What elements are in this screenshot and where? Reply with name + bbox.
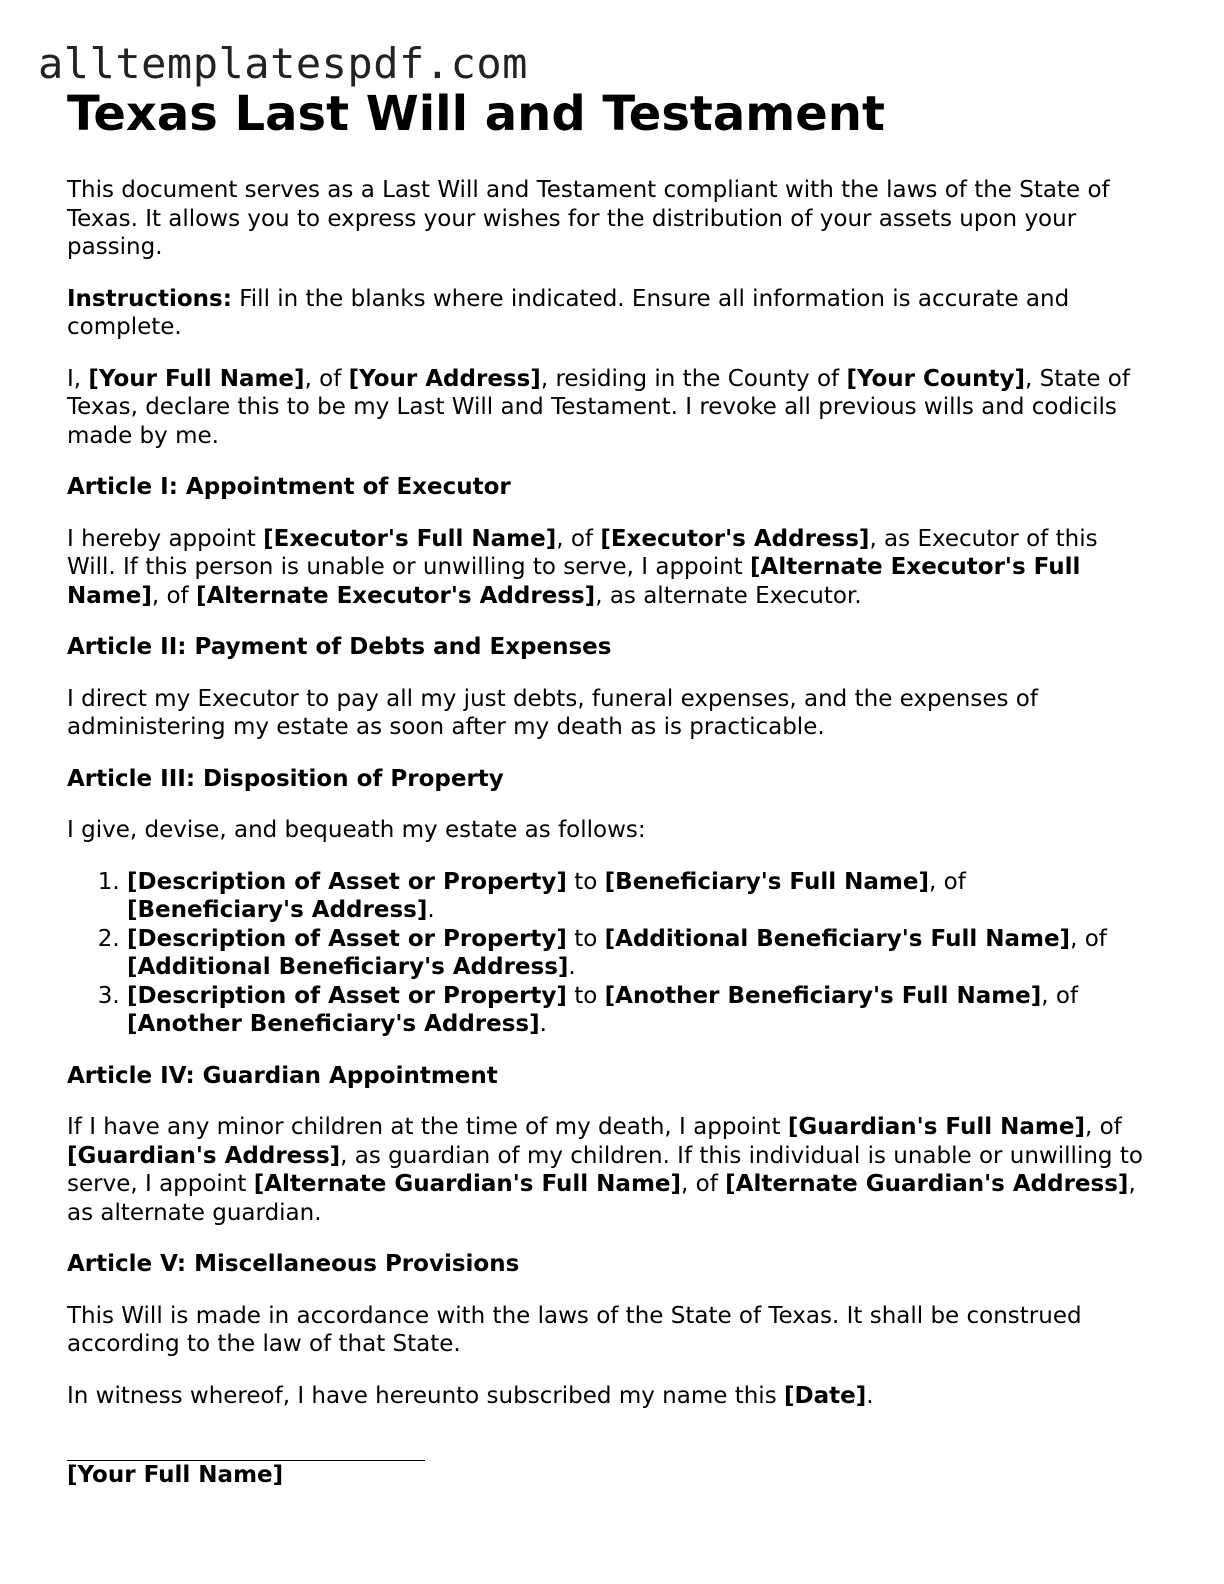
- beneficiary-address-placeholder: [Another Beneficiary's Address]: [127, 1011, 540, 1037]
- list-item-text: , of: [1041, 982, 1079, 1009]
- list-item-text: , of: [1070, 925, 1107, 952]
- instructions-text: Fill in the blanks where indicated. Ensure all information is accurate and complete.: [67, 285, 1070, 340]
- list-item: [127, 925, 1147, 982]
- article-1-text: , of: [151, 582, 196, 609]
- property-list: [67, 868, 1147, 1039]
- list-item-text: to: [566, 868, 605, 895]
- article-2-heading: Article II: Payment of Debts and Expenses: [67, 634, 612, 660]
- article-1-text: , as Executor of this Will. If this person is unable or unwilling to serve, I appoint: [67, 525, 1098, 580]
- instructions-paragraph: [67, 285, 1147, 342]
- document-page: [67, 84, 1147, 1490]
- article-4-text: , of: [1084, 1114, 1122, 1140]
- declaration-paragraph: [67, 365, 1147, 451]
- date-placeholder: [Date]: [784, 1382, 867, 1409]
- article-4-paragraph: [67, 1113, 1147, 1227]
- full-name-placeholder: [Your Full Name]: [88, 365, 305, 392]
- beneficiary-address-placeholder: [Beneficiary's Address]: [127, 897, 428, 923]
- beneficiary-address-placeholder: [Additional Beneficiary's Address]: [127, 954, 569, 980]
- executor-name-placeholder: [Executor's Full Name]: [263, 525, 557, 552]
- article-2-paragraph: I direct my Executor to pay all my just debts, funeral expenses, and the expenses of administering my estate as soon after my death as is practicable.: [67, 685, 1038, 740]
- list-item-text: to: [566, 982, 605, 1009]
- witness-text: .: [866, 1382, 874, 1409]
- alt-guardian-name-placeholder: [Alternate Guardian's Full Name]: [253, 1171, 682, 1197]
- address-placeholder: [Your Address]: [348, 365, 541, 392]
- alt-executor-address-placeholder: [Alternate Executor's Address]: [195, 582, 596, 609]
- guardian-address-placeholder: [Guardian's Address]: [67, 1142, 341, 1169]
- article-1-text: , of: [556, 525, 601, 552]
- county-placeholder: [Your County]: [846, 365, 1025, 392]
- list-item-text: .: [539, 1011, 547, 1037]
- article-4-text: , of: [681, 1171, 726, 1197]
- list-item-text: to: [566, 925, 605, 952]
- beneficiary-name-placeholder: [Additional Beneficiary's Full Name]: [604, 925, 1071, 952]
- page-title: Texas Last Will and Testament: [67, 86, 885, 142]
- signature-name: [Your Full Name]: [67, 1462, 284, 1488]
- article-5-paragraph: This Will is made in accordance with the laws of the State of Texas. It shall be construed according to the law of that State.: [67, 1302, 1082, 1357]
- signature-line: [67, 1440, 425, 1461]
- witness-text: In witness whereof, I have hereunto subscribed my name this: [67, 1382, 784, 1409]
- article-1-paragraph: [67, 525, 1147, 611]
- witness-paragraph: [67, 1382, 1147, 1411]
- declaration-text: I,: [67, 365, 89, 392]
- declaration-text: , of: [304, 365, 349, 392]
- executor-address-placeholder: [Executor's Address]: [600, 525, 870, 552]
- instructions-label: Instructions:: [67, 285, 232, 312]
- article-4-heading: Article IV: Guardian Appointment: [67, 1062, 498, 1089]
- article-4-text: , as alternate guardian.: [67, 1171, 1136, 1226]
- alt-guardian-address-placeholder: [Alternate Guardian's Address]: [725, 1171, 1129, 1197]
- article-4-text: , as guardian of my children. If this individual is unable or unwilling to serve, I appoint: [67, 1142, 1143, 1197]
- list-item: [127, 868, 1147, 925]
- article-1-text: I hereby appoint: [67, 525, 264, 552]
- watermark: alltemplatespdf.com: [38, 39, 528, 88]
- guardian-name-placeholder: [Guardian's Full Name]: [787, 1114, 1085, 1140]
- list-item-text: , of: [929, 868, 966, 895]
- article-1-text: , as alternate Executor.: [595, 582, 862, 609]
- article-5-heading: Article V: Miscellaneous Provisions: [67, 1251, 520, 1277]
- asset-placeholder: [Description of Asset or Property]: [127, 868, 567, 895]
- beneficiary-name-placeholder: [Beneficiary's Full Name]: [604, 868, 929, 895]
- list-item-text: .: [568, 954, 576, 980]
- list-item: [127, 982, 1147, 1039]
- asset-placeholder: [Description of Asset or Property]: [127, 982, 567, 1009]
- declaration-text: , State of Texas, declare this to be my Last Will and Testament. I revoke all previous wills and codicils made by me.: [67, 365, 1130, 449]
- article-4-text: If I have any minor children at the time of my death, I appoint: [67, 1114, 788, 1140]
- asset-placeholder: [Description of Asset or Property]: [127, 925, 567, 952]
- declaration-text: , residing in the County of: [540, 365, 847, 392]
- intro-paragraph: This document serves as a Last Will and Testament compliant with the laws of the State of Texas. It allows you to express your wishes for the distribution of your assets upon your passing.: [67, 177, 1110, 260]
- article-3-paragraph: I give, devise, and bequeath my estate as follows:: [67, 817, 646, 843]
- article-1-heading: Article I: Appointment of Executor: [67, 474, 511, 500]
- beneficiary-name-placeholder: [Another Beneficiary's Full Name]: [604, 982, 1042, 1009]
- list-item-text: .: [427, 897, 435, 923]
- article-3-heading: Article III: Disposition of Property: [67, 765, 504, 792]
- alt-executor-name-placeholder: [Alternate Executor's Full Name]: [67, 554, 1081, 609]
